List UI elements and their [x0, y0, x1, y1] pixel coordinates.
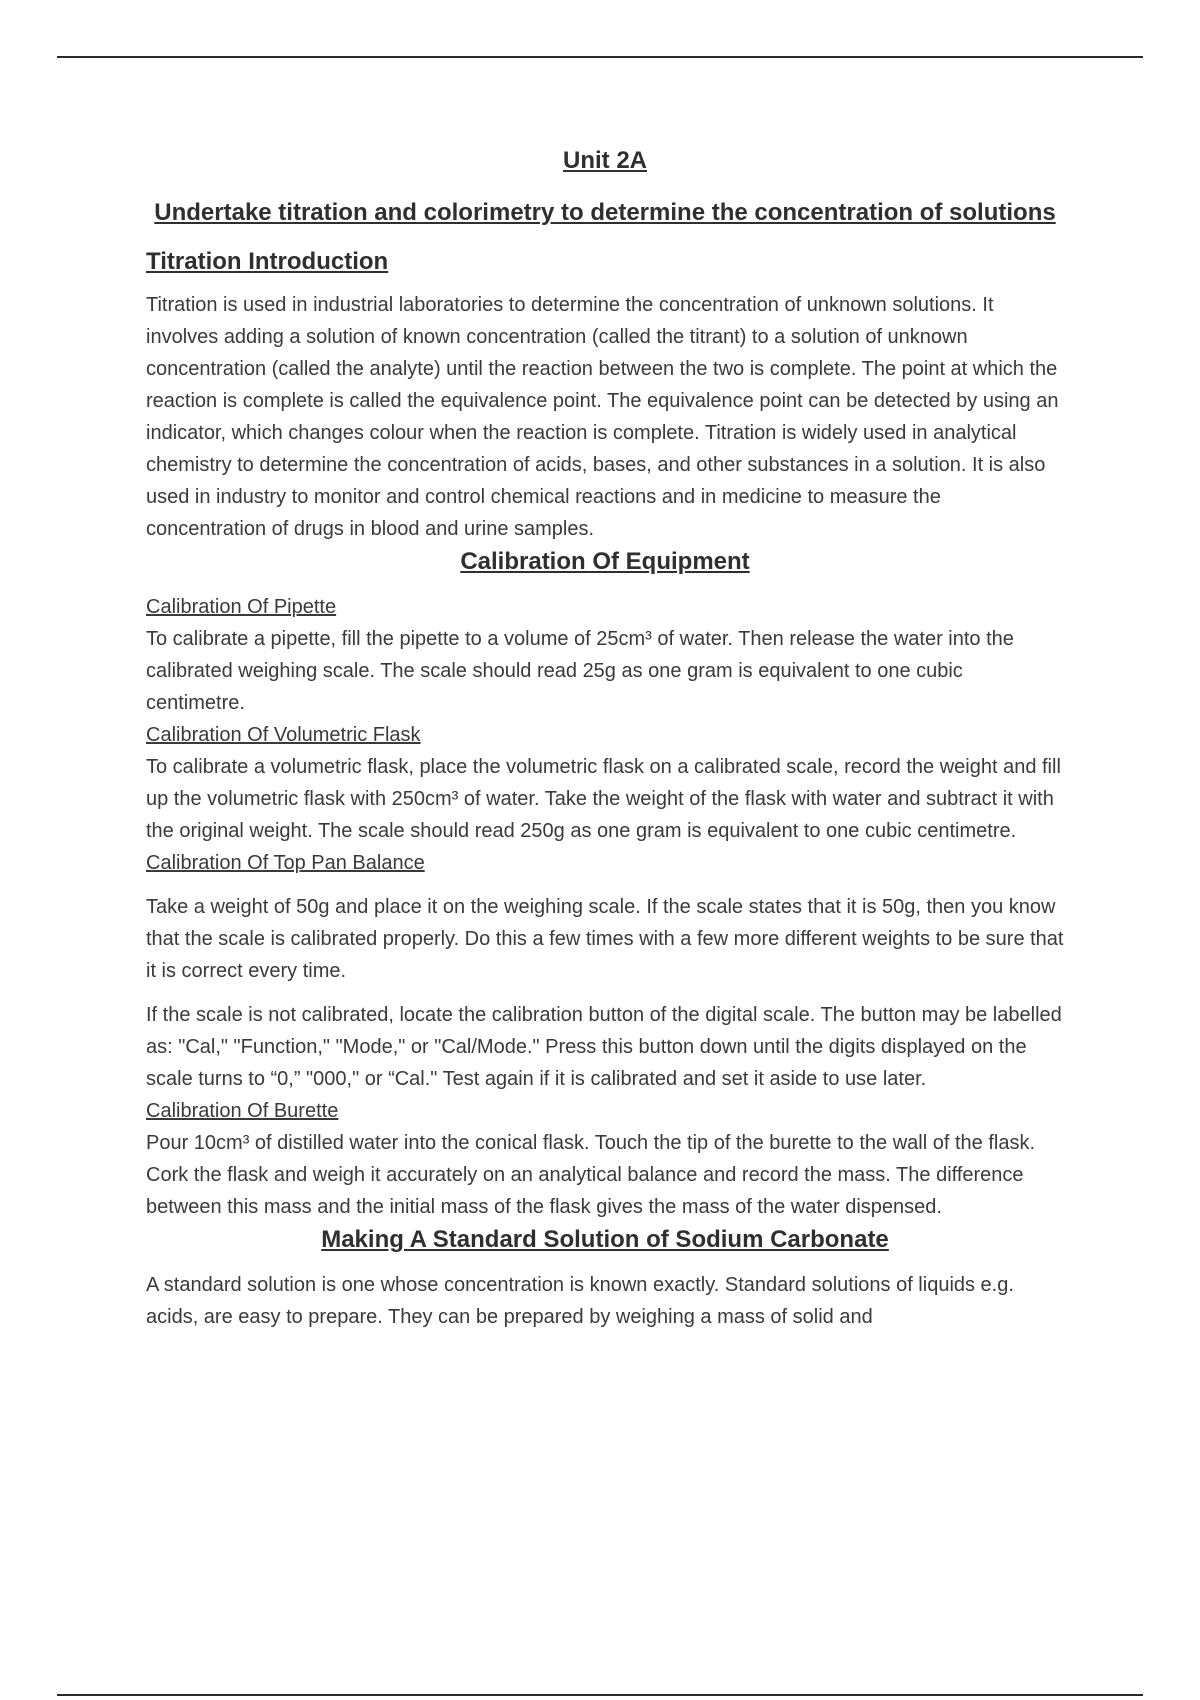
flask-paragraph: To calibrate a volumetric flask, place the volumetric flask on a calibrated scale, record the weight and fill up the volumetric flask with 250cm³ of water. Take the weight of the flask with water and subtract it with the original weight. The scale should read 250g as one gram is equivalent to one cubic centimetre. [146, 756, 1061, 842]
standard-solution-paragraph: A standard solution is one whose concentration is known exactly. Standard solutions of liquids e.g. acids, are easy to prepare. They can be prepared by weighing a mass of solid and [146, 1274, 1014, 1328]
pipette-paragraph: To calibrate a pipette, fill the pipette to a volume of 25cm³ of water. Then release the water into the calibrated weighing scale. The scale should read 25g as one gram is equivalent to one cubic centimetre. [146, 628, 1014, 714]
document-subtitle: Undertake titration and colorimetry to determine the concentration of solutions [154, 199, 1056, 226]
balance-paragraph-2: If the scale is not calibrated, locate the calibration button of the digital scale. The button may be labelled as: "Cal," "Function," "Mode," or "Cal/Mode." Press this button down until the digits displayed on the scale turns to “0,” "000," or “Cal." Test again if it is calibrated and set it aside to use later. [146, 1004, 1062, 1090]
burette-paragraph: Pour 10cm³ of distilled water into the conical flask. Touch the tip of the burette to the wall of the flask. Cork the flask and weigh it accurately on an analytical balance and record the mass. The difference between this mass and the initial mass of the flask gives the mass of the water dispensed. [146, 1132, 1035, 1218]
unit-title: Unit 2A [563, 147, 647, 174]
titration-intro-heading: Titration Introduction [146, 248, 389, 275]
titration-intro-paragraph: Titration is used in industrial laboratories to determine the concentration of unknown solutions. It involves adding a solution of known concentration (called the titrant) to a solution of unknown concentration (called the analyte) until the reaction between the two is complete. The point at which the reaction is complete is called the equivalence point. The equivalence point can be detected by using an indicator, which changes colour when the reaction is complete. Titration is widely used in analytical chemistry to determine the concentration of acids, bases, and other substances in a solution. It is also used in industry to monitor and control chemical reactions and in medicine to measure the concentration of drugs in blood and urine samples. [146, 294, 1059, 540]
footer-rule [57, 1694, 1143, 1696]
standard-solution-heading: Making A Standard Solution of Sodium Carbonate [321, 1226, 889, 1253]
balance-heading: Calibration Of Top Pan Balance [146, 852, 425, 874]
document-page [146, 143, 1064, 1333]
flask-heading: Calibration Of Volumetric Flask [146, 724, 421, 746]
pipette-heading: Calibration Of Pipette [146, 596, 337, 618]
burette-heading: Calibration Of Burette [146, 1100, 339, 1122]
balance-paragraph-1: Take a weight of 50g and place it on the weighing scale. If the scale states that it is 50g, then you know that the scale is calibrated properly. Do this a few times with a few more different weights to be sure that it is correct every time. [146, 896, 1064, 982]
calibration-heading: Calibration Of Equipment [460, 548, 750, 575]
header-rule [57, 56, 1143, 58]
